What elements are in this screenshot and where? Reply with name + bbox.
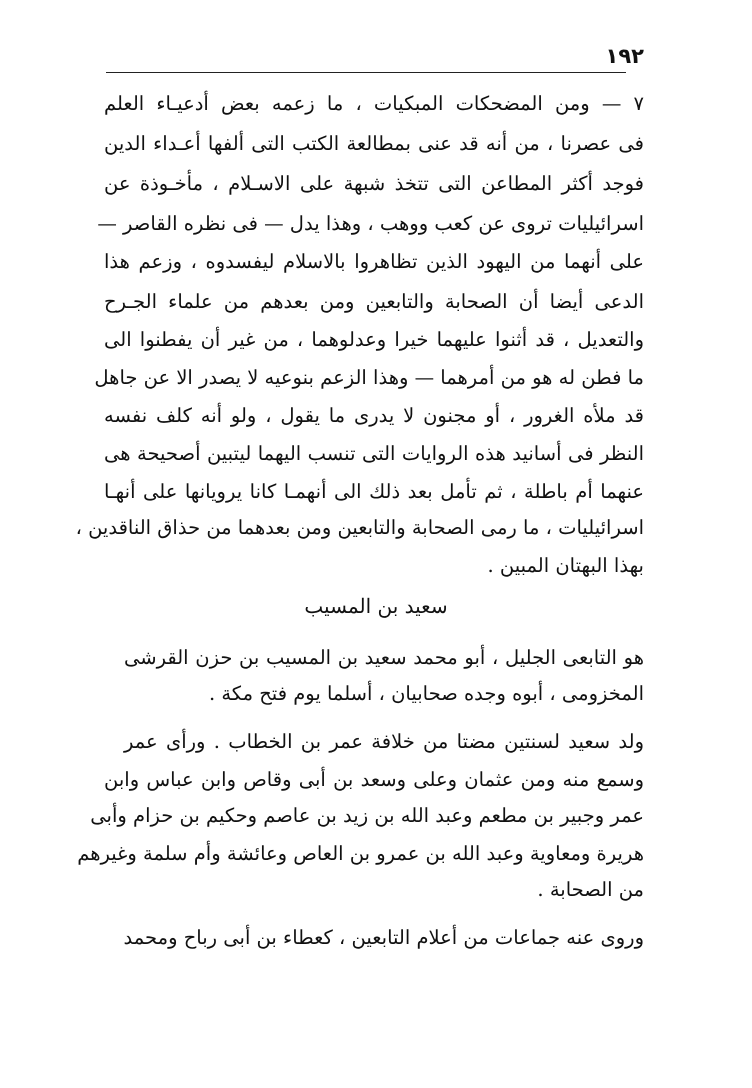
text-line: عمر وجبير بن مطعم وعبد الله بن زيد بن عاصم وحكيم بن حزام وأبى — [90, 804, 644, 827]
text-line: من الصحابة . — [537, 878, 644, 901]
header-rule — [106, 72, 626, 73]
text-line: وسمع منه ومن عثمان وعلى وسعد بن أبى وقاص وابن عباس وابن — [104, 768, 644, 791]
text-line: فى عصرنا ، من أنه قد عنى بمطالعة الكتب التى ألفها أعـداء الدين — [104, 132, 644, 155]
text-line: الدعى أيضا أن الصحابة والتابعين ومن بعدهم من علماء الجـرح — [104, 290, 644, 313]
text-line: هريرة ومعاوية وعبد الله بن عمرو بن العاص وعائشة وأم سلمة وغيرهم — [77, 842, 644, 865]
text-line: المخزومى ، أبوه وجده صحابيان ، أسلما يوم فتح مكة . — [208, 682, 644, 705]
text-line: هو التابعى الجليل ، أبو محمد سعيد بن المسيب بن حزن القرشى — [124, 646, 644, 669]
section-title: سعيد بن المسيب — [304, 594, 448, 618]
text-line: عنهما أم باطلة ، ثم تأمل بعد ذلك الى أنهمـا كانا يرويانها على أنهـا — [104, 480, 644, 503]
text-line: وروى عنه جماعات من أعلام التابعين ، كعطاء بن أبى رباح ومحمد — [123, 926, 644, 949]
text-line: ٧ — ومن المضحكات المبكيات ، ما زعمه بعض أدعيـاء العلم — [104, 92, 644, 115]
text-line: والتعديل ، قد أثنوا عليهما خيرا وعدلوهما ، من غير أن يفطنوا الى — [104, 328, 644, 351]
text-line: النظر فى أسانيد هذه الروايات التى تنسب اليهما ليتبين أصحيحة هى — [104, 442, 644, 465]
text-line: بهذا البهتان المبين . — [487, 554, 644, 577]
text-line: فوجد أكثر المطاعن التى تتخذ شبهة على الاسـلام ، مأخـوذة عن — [104, 172, 644, 195]
text-line: ما فطن له هو من أمرهما — وهذا الزعم بنوعيه لا يصدر الا عن جاهل — [94, 366, 644, 389]
text-line: قد ملأه الغرور ، أو مجنون لا يدرى ما يقول ، ولو أنه كلف نفسه — [104, 404, 644, 427]
text-line: ولد سعيد لسنتين مضتا من خلافة عمر بن الخطاب . ورأى عمر — [124, 730, 644, 753]
text-line: اسرائيليات تروى عن كعب ووهب ، وهذا يدل — فى نظره القاصر — — [97, 212, 644, 235]
text-line: على أنهما من اليهود الذين تظاهروا بالاسلام ليفسدوه ، وزعم هذا — [104, 250, 644, 273]
text-line: اسرائيليات ، ما رمى الصحابة والتابعين ومن بعدهما من حذاق الناقدين ، — [75, 516, 644, 539]
page-number: ١٩٢ — [605, 44, 644, 68]
